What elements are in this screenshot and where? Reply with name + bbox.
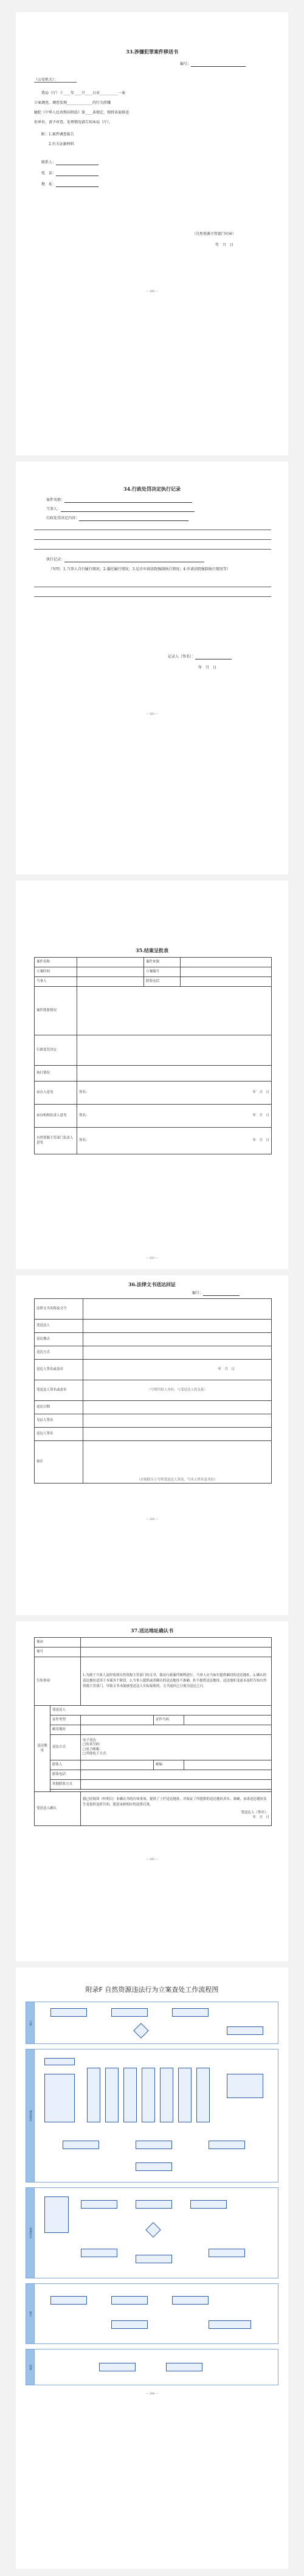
decision-node xyxy=(145,2222,161,2237)
flow-step xyxy=(44,2074,75,2122)
flow-step xyxy=(81,2200,117,2209)
flow-step xyxy=(111,2320,148,2329)
flow-step xyxy=(172,2296,209,2305)
case-name-cell: 案件名称 xyxy=(35,958,77,967)
lane-filing: 立案 xyxy=(26,2002,278,2044)
flow-step xyxy=(136,2200,172,2209)
flow-step xyxy=(172,2008,209,2017)
flow-step xyxy=(190,2200,227,2209)
case-source-cell: 案件来源 xyxy=(144,958,181,967)
number-label: 编号： xyxy=(180,62,192,66)
page-title: 33.涉嫌犯罪案件移送书 xyxy=(126,49,178,55)
page-title: 36.法律文书送达回证 xyxy=(128,1281,176,1287)
execution-note: （写明：1.当事人自行履行情况；2.委托履行情况；3.是否申请法院强制执行情况；4.申请法院强制执行情况等） xyxy=(49,567,230,571)
number-label: 编号： xyxy=(192,1291,204,1295)
body-line-2: 立案调查，调查发现______________的行为涉嫌 xyxy=(34,101,111,105)
flow-step xyxy=(63,2141,99,2149)
flow-step xyxy=(209,2141,245,2149)
page-title: 附录F 自然资源违法行为立案查处工作流程图 xyxy=(85,1986,219,1994)
page-number: — 204 — xyxy=(145,1518,159,1521)
case-name-label: 案件名称： xyxy=(46,498,65,502)
agency-line: （公安机关）： xyxy=(34,78,58,82)
flow-step xyxy=(44,2058,75,2065)
receipt-table: 法律文书名称及文号 受送达人 送达地点 送达方式 送达人签名或盖章 年 月 日 受送达人签名或盖章 （写明代收人身份、与受送达人的关系） 送达日期 见证人签名 送达人签名 备注 （存根联另立写明受送达人签名，写出人姓名及身份） xyxy=(34,1298,272,1484)
seal-date: 年 月 日 xyxy=(215,243,234,247)
flow-step xyxy=(160,2068,173,2122)
flow-step xyxy=(50,2296,87,2305)
closure-table: 案件名称 案件来源 立案时间 立案编号 当事人 联系电话 案件简要情况 行政处罚决定 执行情况 承办人意见 签名： 年 月 日 承办机构负责人意见 签名： 年 月 日 自然资源主管部门负责人意见 签名： 年 月 日 xyxy=(34,957,272,1154)
record-date: 年 月 日 xyxy=(198,666,217,670)
flow-step xyxy=(81,2249,117,2257)
decision-label: 行政处罚决定内容： xyxy=(46,516,80,520)
penalty-cell: 行政处罚决定 xyxy=(35,1035,77,1066)
flow-step xyxy=(123,2068,137,2122)
address-table: 案由 案号 告知事项 1.为便于当事人及时收到自然资源主管部门的文书，保证行政案件顺利进行，当事人应当如实提供确切的送达地址。2.确认的送达地址适用于本案各个阶段。3.当事人提供或者确认的送达地址不准确、拒不提供送达地址，送达地址变更未及时告知自然资源主管部门，导致文书未能被受送达人实际接收的，文书退回之日视为送达之日。 送达地址 受送达人 证件类型 证件号码 邮寄地址 送达方式 电子送达 □传真号码： □电子邮箱： □其他电子方式： 联系人 邮编 联系电话 其他联系方式 受送达人确认 我已经阅读（听明白）本确认书的告知事项，提供了上栏送达地址，并保证了所提供的送达地址真实、准确，承诺送达地址发生变更时及时告知，愿意承担相应的法律后果。 受送达人（签章）： 年 月 日 xyxy=(34,1637,272,1826)
party-cell: 当事人 xyxy=(35,977,77,987)
flow-step xyxy=(136,2162,172,2171)
attachment-1: 附：1.案件调查报告 xyxy=(41,132,74,137)
page-title: 34.行政处罚决定执行记录 xyxy=(123,486,181,492)
flow-step xyxy=(166,2363,202,2371)
flow-step xyxy=(44,2196,69,2233)
attachment-2: 2.有关证据材料 xyxy=(49,142,74,146)
dept-head-cell: 承办机构负责人意见 xyxy=(35,1105,77,1128)
address-label: 地 址： xyxy=(41,182,57,186)
flow-step xyxy=(227,2026,263,2035)
closure-approval-page xyxy=(16,881,288,1269)
flow-step xyxy=(111,2008,148,2017)
page-number: — 202 — xyxy=(145,713,159,716)
lane-execution: 执行 xyxy=(26,2283,278,2344)
page-title: 37.送达地址确认书 xyxy=(131,1627,173,1634)
page-number: — 200 — xyxy=(145,290,159,293)
page-number: — 206 — xyxy=(145,2393,159,2396)
flow-step xyxy=(209,2320,251,2329)
body-line-4: 你单位，请予审查。处理情况请告知本局（厅）。 xyxy=(34,120,113,124)
brief-cell: 案件简要情况 xyxy=(35,987,77,1035)
page-number: — 205 — xyxy=(145,1858,159,1861)
delivery-receipt-page xyxy=(16,1275,288,1615)
flow-step xyxy=(105,2068,119,2122)
flow-step xyxy=(111,2296,148,2305)
page-number: — 203 — xyxy=(145,1257,159,1260)
leader-cell: 自然资源主管部门负责人意见 xyxy=(35,1128,77,1154)
recorder-label: 记录人（签名）： xyxy=(168,655,196,659)
filing-time-cell: 立案时间 xyxy=(35,967,77,977)
flow-step xyxy=(87,2068,100,2122)
body-line-3: 触犯《中华人民共和国刑法》第____条规定，现将该案移送 xyxy=(34,111,130,115)
execution-label: 执行记录： xyxy=(46,557,65,562)
flow-step xyxy=(142,2068,155,2122)
phone-label: 电 话： xyxy=(41,171,57,175)
lane-decision: 审理决定 xyxy=(26,2187,278,2278)
lane-investigation: 调查取证 xyxy=(26,2049,278,2182)
flowchart-page xyxy=(16,1968,288,2569)
contact-cell: 联系电话 xyxy=(144,977,181,987)
body-line-1: 我局（厅）于____年____月____日对__________一案 xyxy=(41,91,126,95)
flow-step xyxy=(99,2363,136,2371)
flow-step xyxy=(178,2068,192,2122)
seal-text: （自然资源主管部门印章） xyxy=(192,232,237,236)
address-confirmation-page xyxy=(16,1621,288,1961)
flow-step xyxy=(50,2008,87,2017)
flow-step xyxy=(209,2249,245,2257)
handler-cell: 承办人意见 xyxy=(35,1082,77,1105)
exec-cell: 执行情况 xyxy=(35,1066,77,1082)
decision-node xyxy=(133,2023,148,2038)
page-title: 35.结案呈批表 xyxy=(136,947,168,953)
flow-step xyxy=(227,2074,263,2098)
flow-step xyxy=(196,2068,210,2122)
execution-record-page xyxy=(16,462,288,874)
transfer-letter-page xyxy=(16,12,288,455)
filing-number-cell: 立案编号 xyxy=(144,967,181,977)
contact-label: 联系人： xyxy=(41,160,57,165)
flow-step xyxy=(136,2255,172,2263)
lane-closure: 结案 xyxy=(26,2349,278,2385)
party-label: 当事人： xyxy=(46,507,61,511)
flow-step xyxy=(136,2141,172,2149)
